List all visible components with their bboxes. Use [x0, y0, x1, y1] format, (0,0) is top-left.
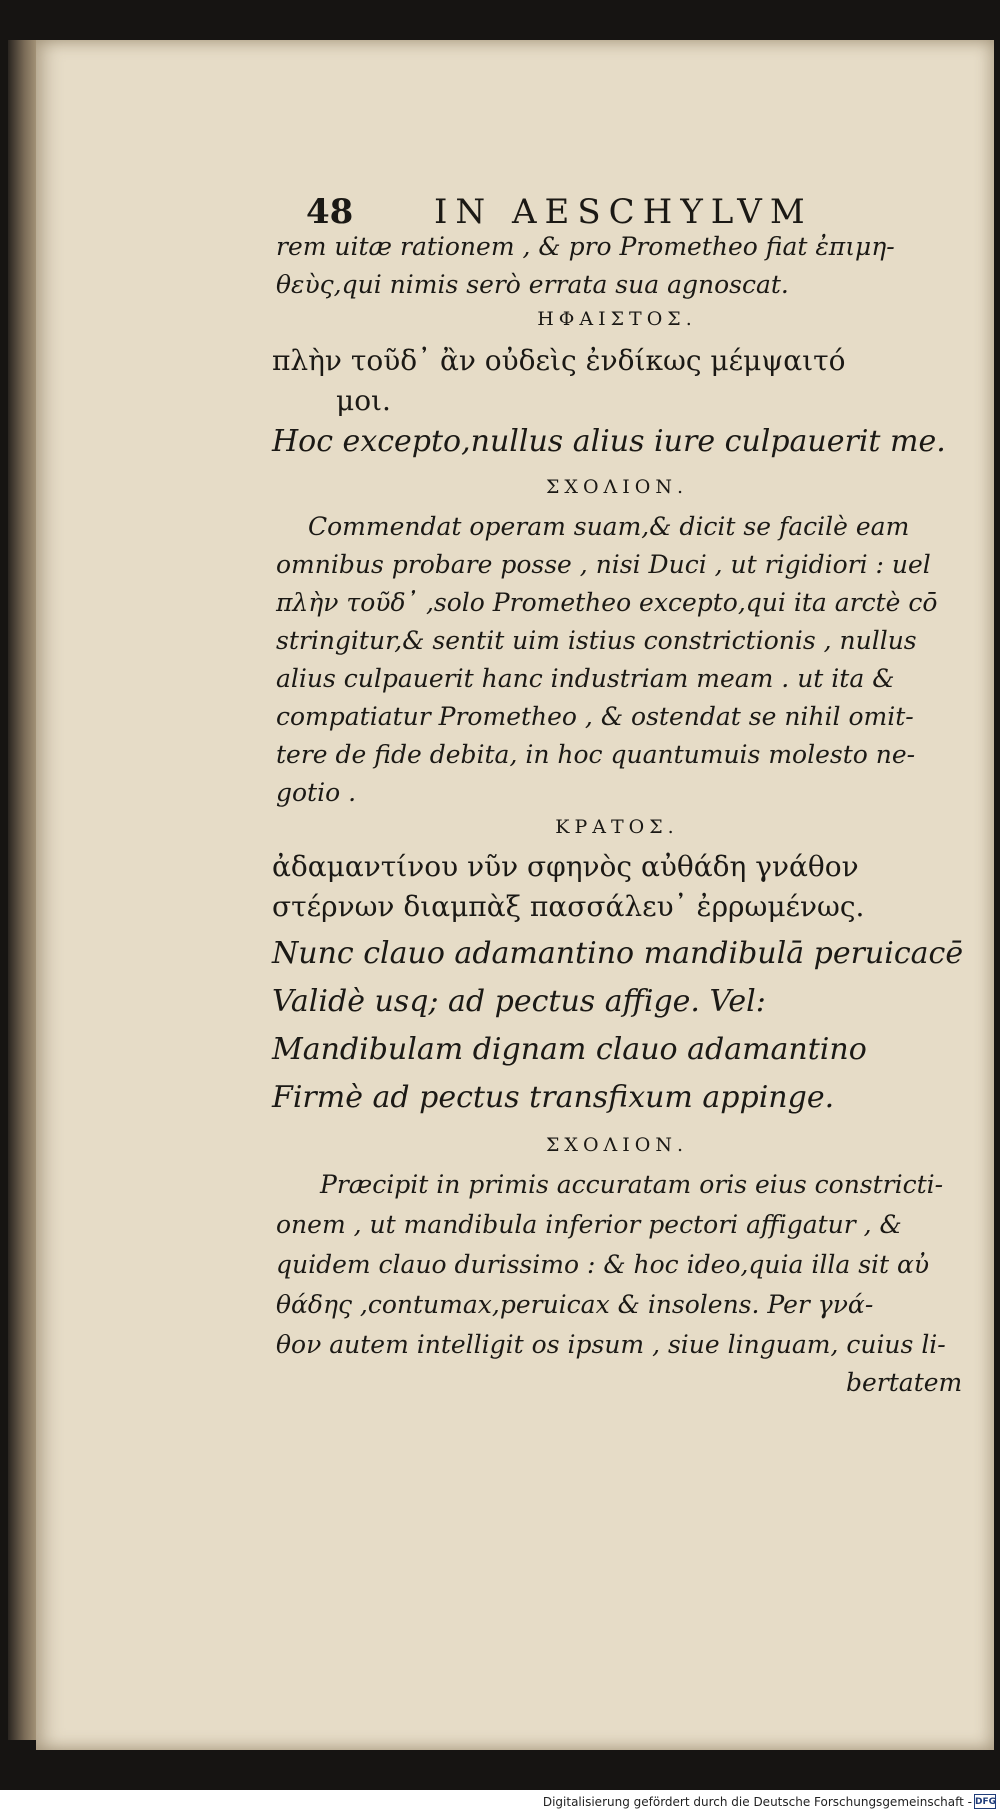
commentary-line: quidem clauo durissimo : & hoc ideo,quia illa sit αὐ: [276, 1250, 930, 1279]
commentary-line: alius culpauerit hanc industriam meam . ut ita &: [276, 664, 895, 693]
commentary-line: Commendat operam suam,& dicit se facilè eam: [308, 512, 910, 541]
latin-translation-line: Hoc excepto,nullus alius iure culpauerit me.: [272, 424, 946, 459]
commentary-line: Præcipit in primis accuratam oris eius constricti-: [320, 1170, 944, 1199]
commentary-line: πλὴν τοῦδ᾽ ,solo Prometheo excepto,qui ita arctè cō: [276, 588, 938, 617]
commentary-line: θάδης ,contumax,peruicax & insolens. Per γνά-: [276, 1290, 874, 1319]
speaker-heading: ΗΦΑΙΣΤΟΣ.: [537, 308, 697, 330]
page-number: 48: [306, 192, 354, 232]
latin-translation-line: Validè usq; ad pectus affige. Vel:: [272, 984, 766, 1019]
book-spine-edge: [8, 40, 38, 1740]
book-page: [36, 40, 994, 1750]
dfg-logo: DFG: [974, 1794, 996, 1809]
catchword: bertatem: [846, 1368, 963, 1397]
commentary-line: compatiatur Prometheo , & ostendat se nihil omit-: [276, 702, 914, 731]
latin-translation-line: Firmè ad pectus transfixum appinge.: [272, 1080, 835, 1115]
text-line: θεὺς,qui nimis serò errata sua agnoscat.: [276, 270, 789, 299]
text-line: rem uitæ rationem , & pro Prometheo fiat ἐπιμη-: [276, 232, 895, 261]
footer-band: [0, 1790, 1000, 1819]
commentary-line: tere de fide debita, in hoc quantumuis molesto ne-: [276, 740, 916, 769]
running-head: [306, 192, 906, 236]
commentary-line: gotio .: [276, 778, 357, 807]
latin-translation-line: Mandibulam dignam clauo adamantino: [272, 1032, 867, 1067]
greek-verse-line: πλὴν τοῦδ᾽ ἂν οὐδεὶς ἐνδίκως μέμψαιτό: [272, 344, 846, 377]
greek-verse-line: στέρνων διαμπὰξ πασσάλευ᾽ ἐρρωμένως.: [272, 890, 865, 923]
digitization-credit: Digitalisierung gefördert durch die Deutsche Forschungsgemeinschaft -: [542, 1795, 972, 1809]
commentary-line: θον autem intelligit os ipsum , siue linguam, cuius li-: [276, 1330, 946, 1359]
latin-translation-line: Nunc clauo adamantino mandibulā peruicacē: [272, 936, 964, 971]
greek-verse-line: μοι.: [336, 384, 391, 417]
commentary-line: onem , ut mandibula inferior pectori affigatur , &: [276, 1210, 902, 1239]
greek-verse-line: ἀδαμαντίνου νῦν σφηνὸς αὐθάδη γνάθον: [272, 850, 859, 883]
running-title: IN AESCHYLVM: [434, 192, 813, 232]
commentary-line: stringitur,& sentit uim istius constrictionis , nullus: [276, 626, 917, 655]
scholion-heading: ΣΧΟΛΙΟΝ.: [545, 1134, 688, 1156]
scholion-heading: ΣΧΟΛΙΟΝ.: [545, 476, 688, 498]
commentary-line: omnibus probare posse , nisi Duci , ut rigidiori : uel: [276, 550, 931, 579]
speaker-heading: ΚΡΑΤΟΣ.: [555, 816, 679, 838]
